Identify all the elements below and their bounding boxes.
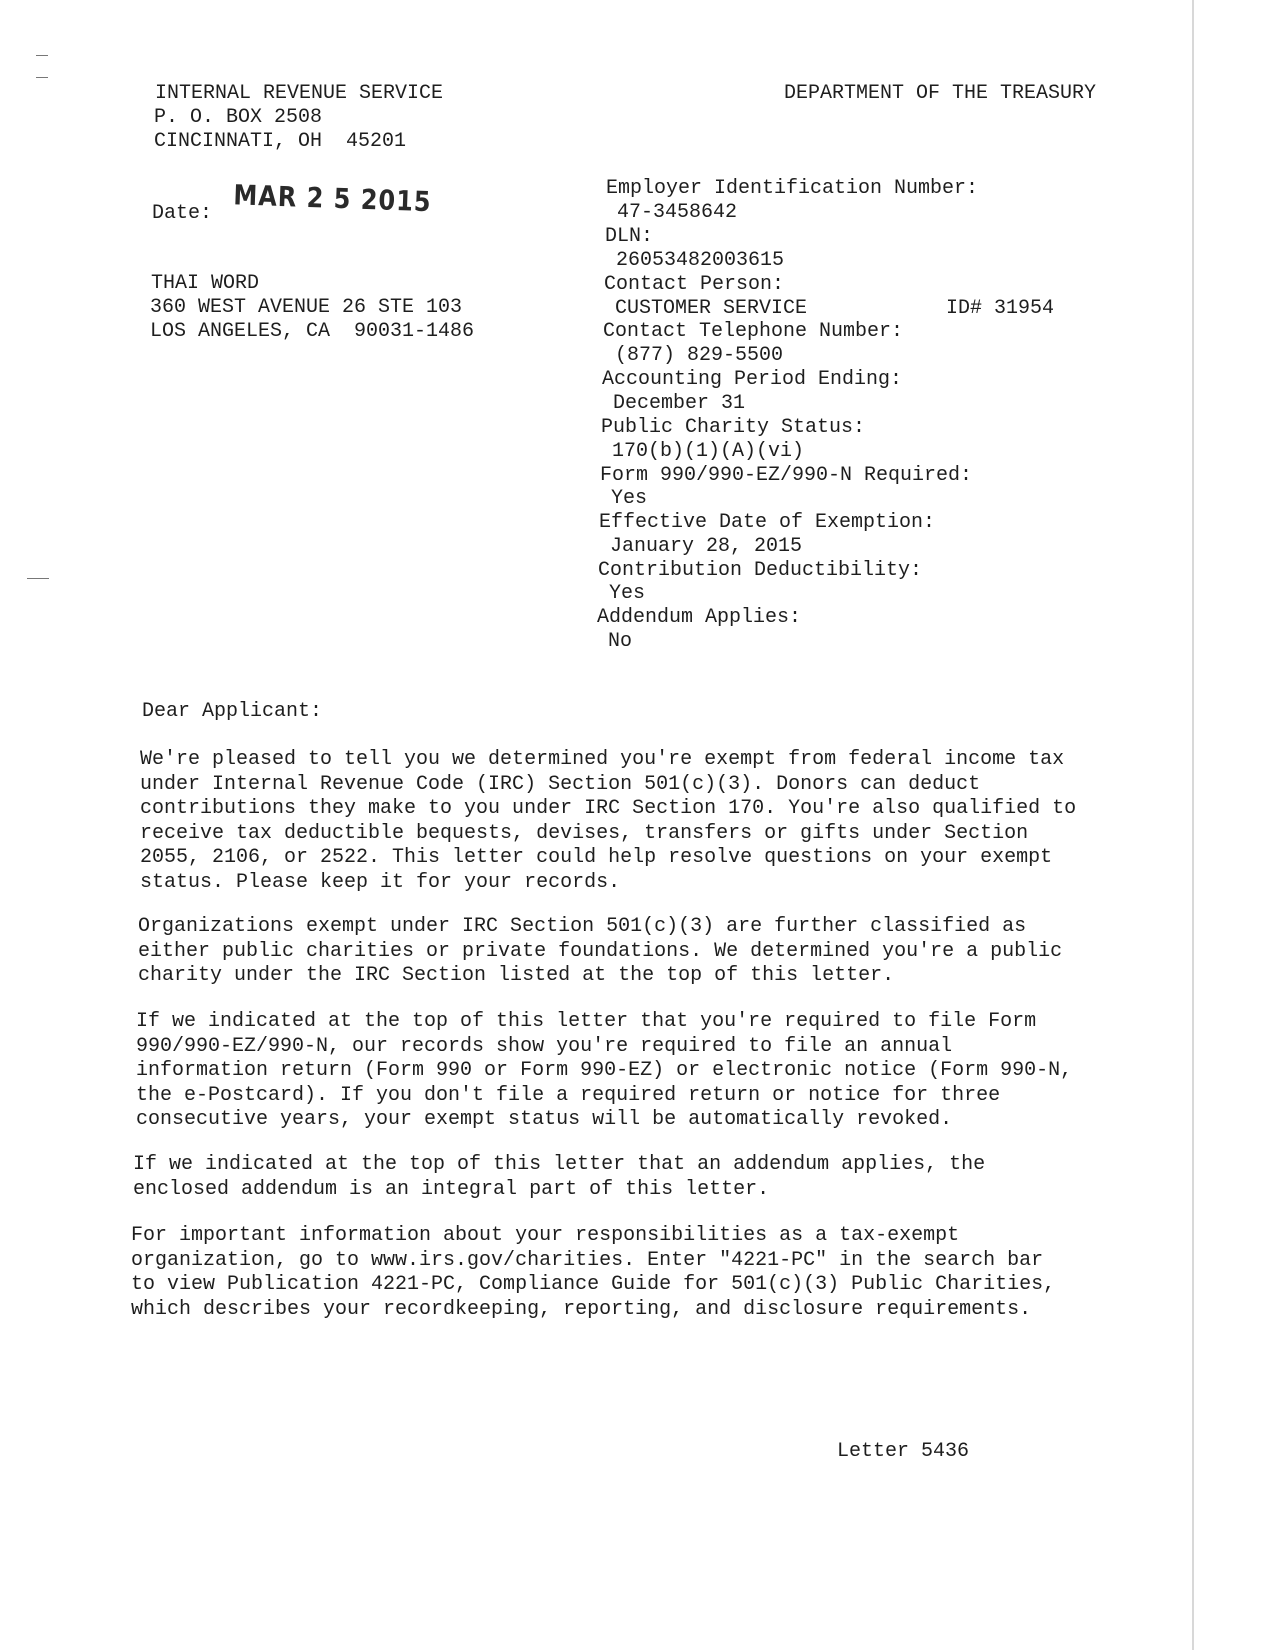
period-label: Accounting Period Ending: [602, 368, 903, 391]
phone-value: (877) 829-5500 [615, 344, 784, 367]
date-label: Date: [152, 202, 213, 225]
scan-mark [36, 55, 48, 56]
charity-status-value: 170(b)(1)(A)(vi) [612, 440, 805, 463]
paragraph-resources: For important information about your responsibilities as a tax-exempt organization, go to www.irs.gov/charities. Enter "4221-PC" in the search bar to view Publication 4221-PC, Compliance Guide for 501(c)(3) Public Charities, which describes your recordkeeping, reporting, and disclosure requirements. [131, 1224, 1056, 1321]
agency-city: CINCINNATI, OH 45201 [154, 130, 407, 153]
scan-mark [27, 578, 49, 579]
salutation: Dear Applicant: [142, 700, 323, 723]
contact-value: CUSTOMER SERVICE [615, 297, 808, 320]
paragraph-filing: If we indicated at the top of this letter that you're required to file Form 990/990-EZ/990-N, our records show you're required to file an annual information return (Form 990 or Form 990-EZ) or electronic notice (Form 990-N, the e-Postcard). If you don't file a required return or notice for three consecutive years, your exempt status will be automatically revoked. [136, 1010, 1073, 1131]
addendum-label: Addendum Applies: [597, 606, 802, 629]
deductibility-label: Contribution Deductibility: [598, 559, 923, 582]
dln-label: DLN: [605, 225, 654, 248]
ein-value: 47-3458642 [617, 201, 738, 224]
addressee-city: LOS ANGELES, CA 90031-1486 [150, 320, 475, 343]
form-required-label: Form 990/990-EZ/990-N Required: [600, 464, 973, 487]
contact-label: Contact Person: [604, 273, 785, 296]
form-required-value: Yes [611, 487, 648, 510]
dln-value: 26053482003615 [616, 249, 785, 272]
page-edge [1192, 0, 1194, 1650]
ein-label: Employer Identification Number: [606, 177, 979, 200]
deductibility-value: Yes [609, 582, 646, 605]
effective-date-value: January 28, 2015 [610, 535, 803, 558]
department-name: DEPARTMENT OF THE TREASURY [784, 82, 1097, 105]
date-stamp: MAR 2 5 2015 [232, 179, 433, 219]
agency-name: INTERNAL REVENUE SERVICE [155, 82, 444, 105]
phone-label: Contact Telephone Number: [603, 320, 904, 343]
addressee-street: 360 WEST AVENUE 26 STE 103 [150, 296, 463, 319]
paragraph-addendum: If we indicated at the top of this letter that an addendum applies, the enclosed addendum is an integral part of this letter. [133, 1153, 986, 1201]
charity-status-label: Public Charity Status: [601, 416, 866, 439]
letter-number: Letter 5436 [837, 1440, 970, 1463]
addressee-name: THAI WORD [151, 272, 260, 295]
addendum-value: No [608, 630, 633, 653]
effective-date-label: Effective Date of Exemption: [599, 511, 936, 534]
paragraph-classification: Organizations exempt under IRC Section 501(c)(3) are further classified as either public charities or private foundations. We determined you're a public charity under the IRC Section listed at the top of this letter. [138, 915, 1063, 987]
contact-id: ID# 31954 [946, 297, 1055, 320]
agency-po-box: P. O. BOX 2508 [154, 106, 323, 129]
scan-mark [36, 77, 48, 78]
paragraph-exemption: We're pleased to tell you we determined you're exempt from federal income tax under Internal Revenue Code (IRC) Section 501(c)(3). Donors can deduct contributions they make to you under IRC Section 170. You're also qualified to receive tax deductible bequests, devises, transfers or gifts under Section 2055, 2106, or 2522. This letter could help resolve questions on your exempt status. Please keep it for your records. [140, 748, 1077, 894]
period-value: December 31 [613, 392, 746, 415]
